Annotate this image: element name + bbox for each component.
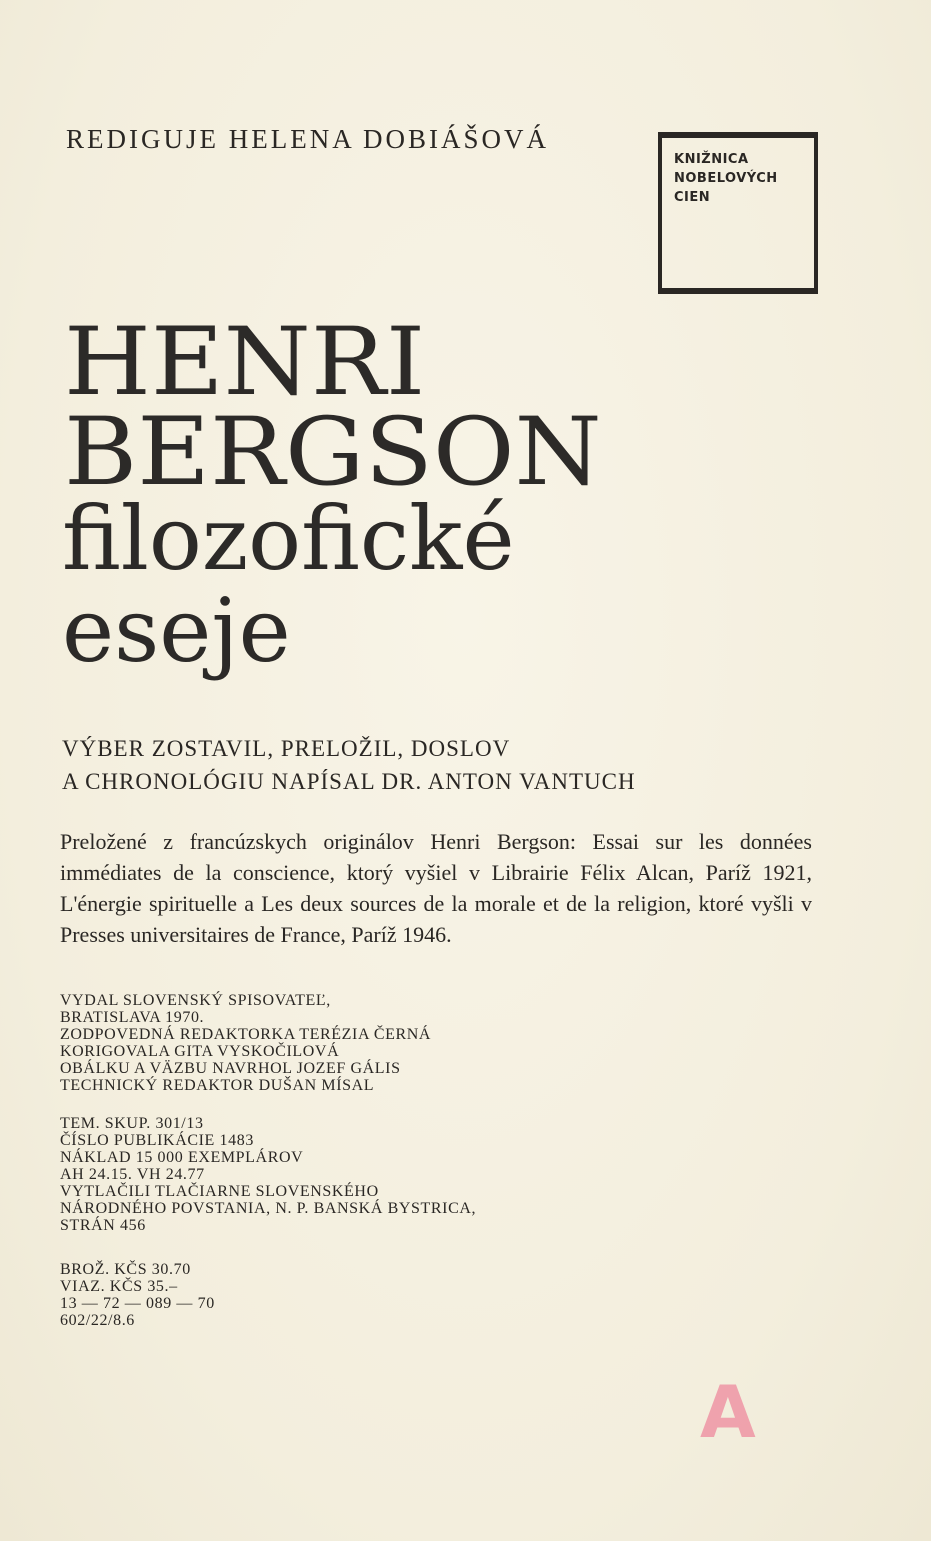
library-stamp: A	[700, 1370, 756, 1454]
selection-credit	[62, 732, 636, 798]
imprint-line: NÁRODNÉHO POVSTANIA, N. P. BANSKÁ BYSTRICA,	[60, 1200, 477, 1217]
imprint-line: KORIGOVALA GITA VYSKOČILOVÁ	[60, 1043, 340, 1060]
imprint-line: BROŽ. KČS 30.70	[60, 1261, 191, 1278]
book-title	[62, 487, 515, 682]
imprint-line: 13 — 72 — 089 — 70	[60, 1295, 215, 1312]
editor-credit: REDIGUJE HELENA DOBIÁŠOVÁ	[66, 124, 549, 154]
imprint-line: OBÁLKU A VÄZBU NAVRHOL JOZEF GÁLIS	[60, 1060, 401, 1077]
author-name	[64, 308, 602, 507]
imprint-line: ČÍSLO PUBLIKÁCIE 1483	[60, 1132, 254, 1149]
imprint-line: STRÁN 456	[60, 1217, 146, 1234]
imprint-line: TEM. SKUP. 301/13	[60, 1115, 204, 1132]
imprint-line: 602/22/8.6	[60, 1312, 135, 1329]
series-label-line: KNIŽNICA	[674, 152, 749, 167]
imprint-line: VYDAL SLOVENSKÝ SPISOVATEĽ,	[60, 992, 331, 1009]
series-label-line: NOBELOVÝCH	[674, 171, 778, 186]
imprint-line: AH 24.15. VH 24.77	[60, 1166, 205, 1183]
price-imprint	[60, 1261, 215, 1329]
imprint-line: BRATISLAVA 1970.	[60, 1009, 205, 1026]
imprint-line: TECHNICKÝ REDAKTOR DUŠAN MÍSAL	[60, 1077, 375, 1094]
publisher-imprint	[60, 992, 431, 1094]
author-first-name: HENRI	[64, 308, 426, 417]
book-title-line: eseje	[62, 579, 291, 682]
series-label-box	[658, 132, 818, 294]
imprint-line: VIAZ. KČS 35.–	[60, 1278, 178, 1295]
imprint-line: NÁKLAD 15 000 EXEMPLÁROV	[60, 1149, 304, 1166]
production-imprint	[60, 1115, 476, 1234]
imprint-line: ZODPOVEDNÁ REDAKTORKA TERÉZIA ČERNÁ	[60, 1026, 432, 1043]
imprint-line: VYTLAČILI TLAČIARNE SLOVENSKÉHO	[60, 1183, 379, 1200]
author-last-name: BERGSON	[64, 398, 602, 507]
book-title-line: filozofické	[62, 487, 515, 590]
translation-note: Preložené z francúzskych originálov Henri Bergson: Essai sur les données immédiates de la conscience, ktorý vyšiel v Librairie Félix Alcan, Paríž 1921, L'énergie spirituelle a Les deux sources de la morale et de la religion, ktoré vyšli v Presses universitaires de France, Paríž 1946.	[60, 829, 812, 947]
credit-line: A CHRONOLÓGIU NAPÍSAL DR. ANTON VANTUCH	[62, 769, 636, 794]
credit-line: VÝBER ZOSTAVIL, PRELOŽIL, DOSLOV	[62, 736, 511, 761]
series-label-line: CIEN	[674, 190, 711, 205]
